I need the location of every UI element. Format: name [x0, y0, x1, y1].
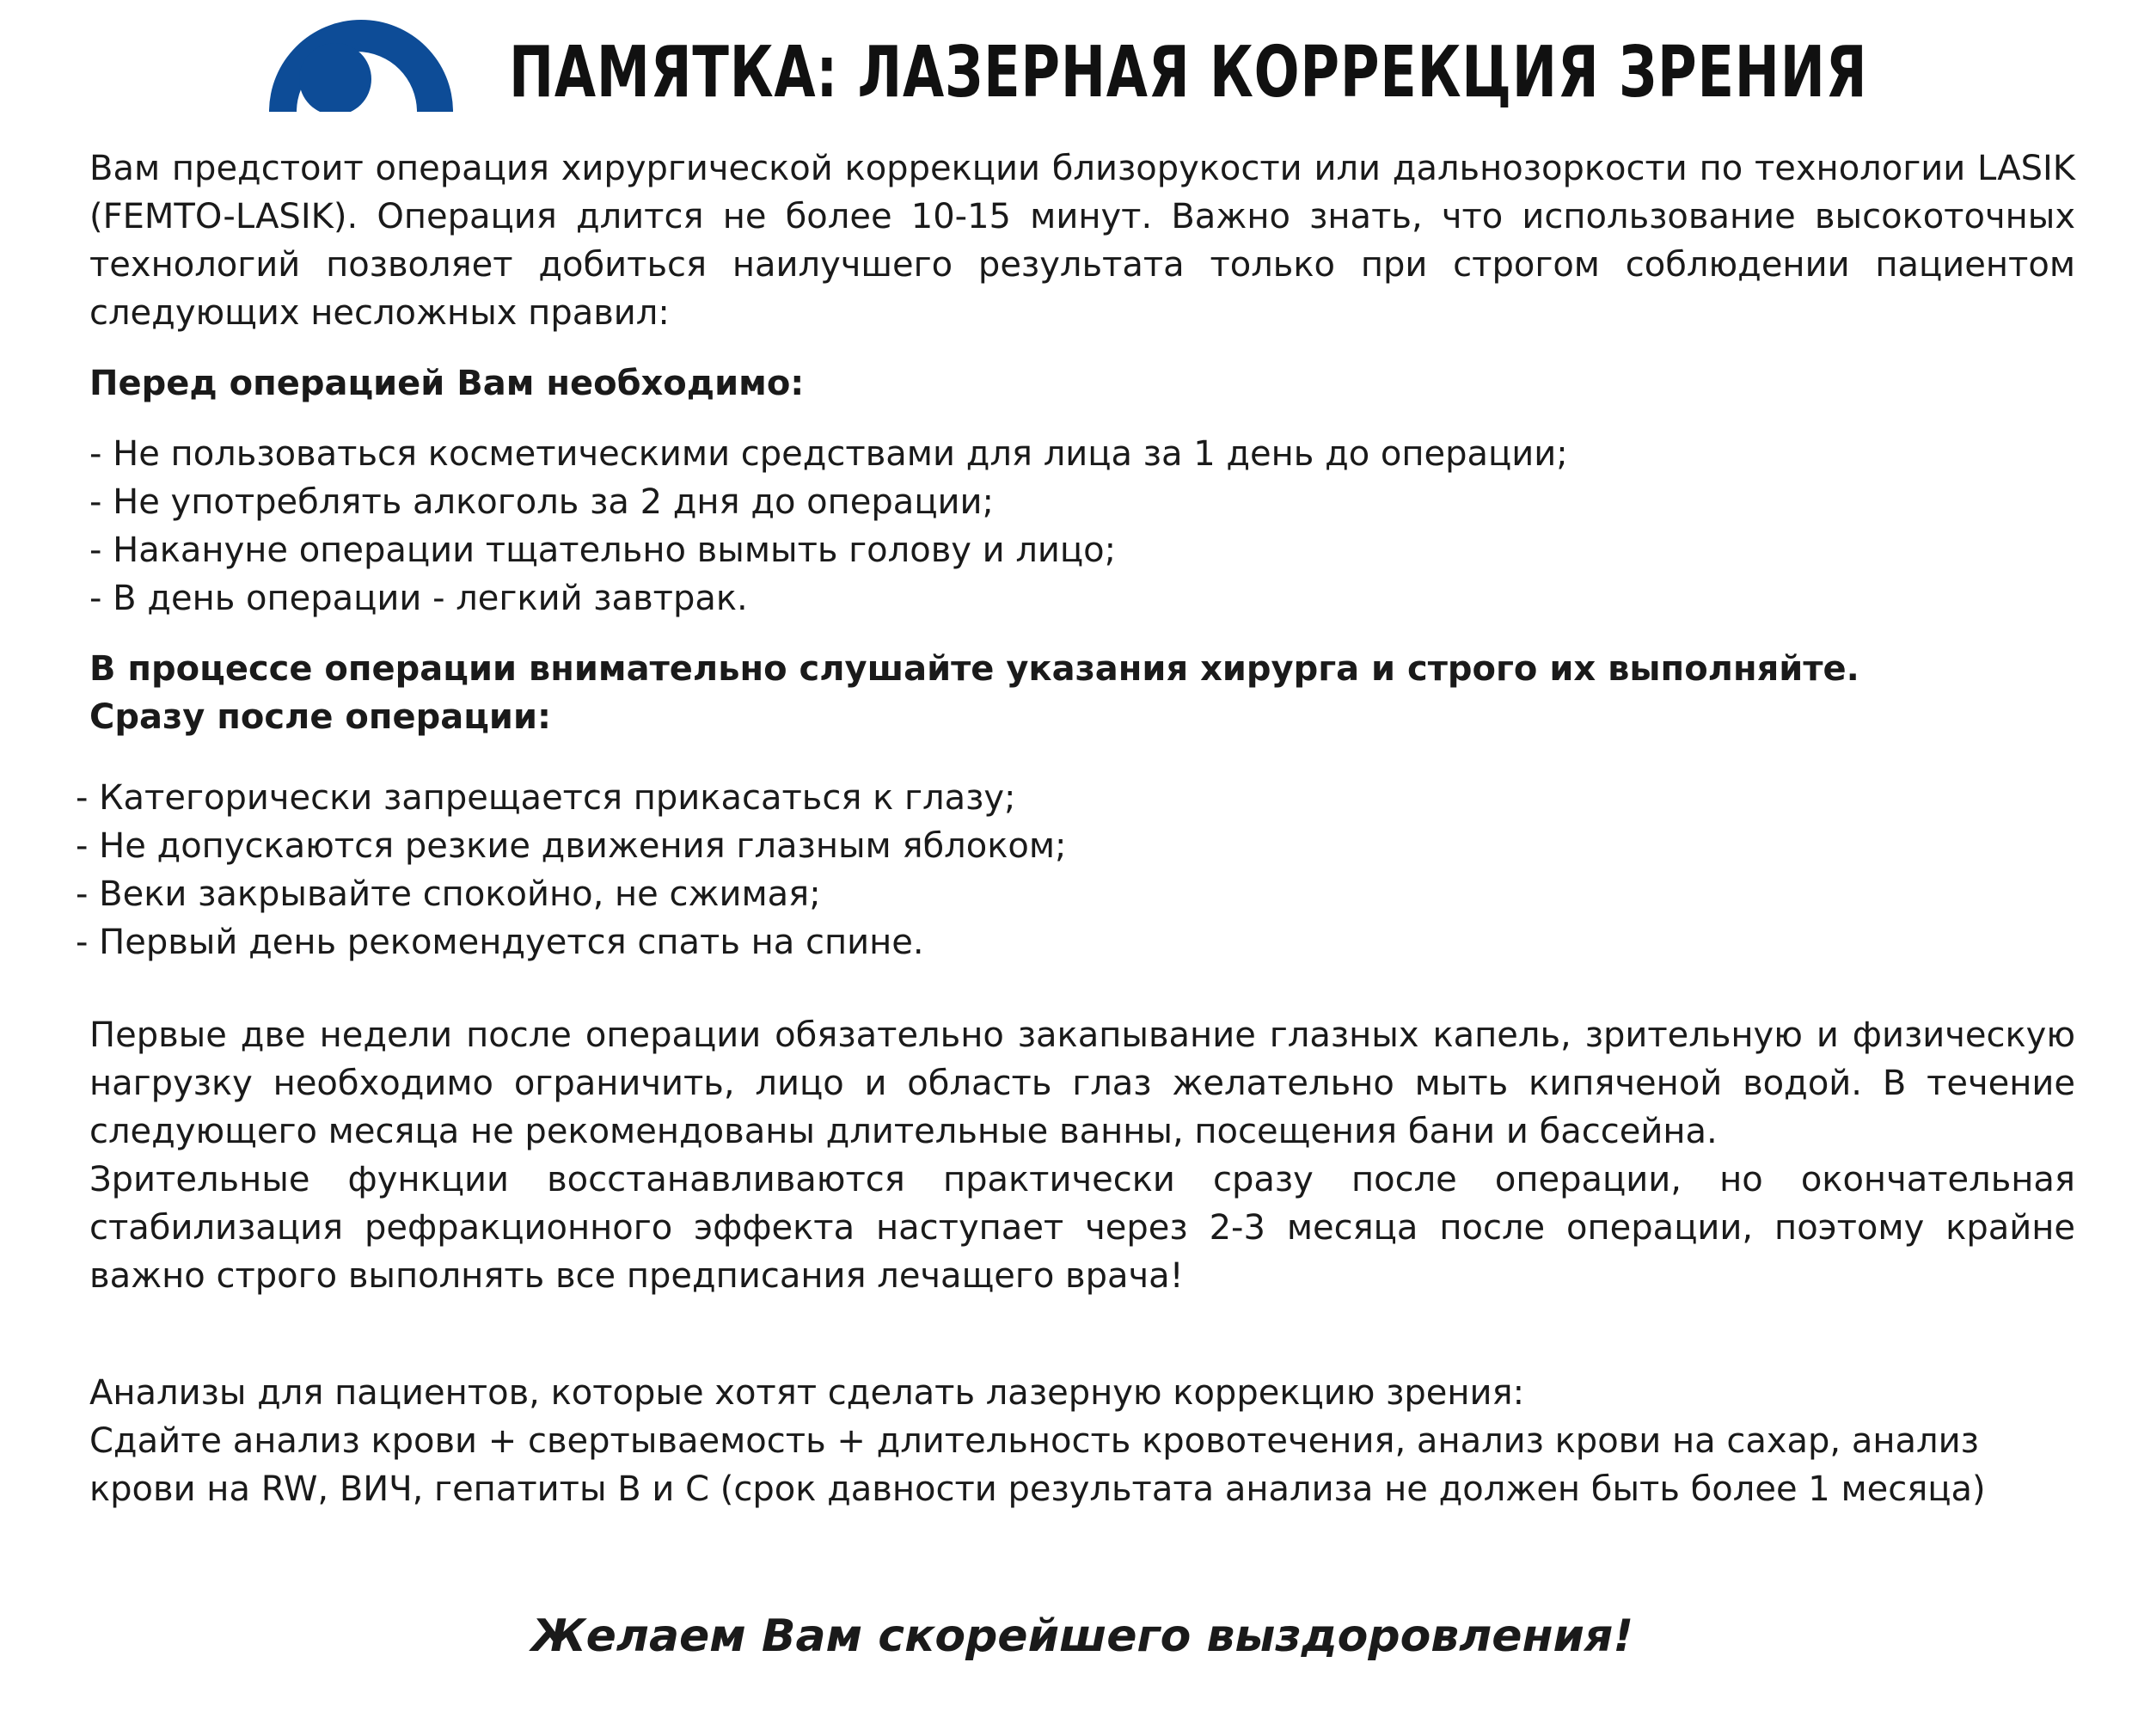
during-notice: В процессе операции внимательно слушайте указания хирурга и строго их выполняйте.	[89, 649, 1859, 689]
after-list	[76, 774, 2075, 966]
list-item: - Первый день рекомендуется спать на спине.	[76, 923, 924, 962]
tests-text: Сдайте анализ крови + свертываемость + длительность кровотечения, анализ крови на сахар, анализ крови на RW, ВИЧ, гепатиты В и С (срок давности результата анализа не должен быть более 1 месяца)	[89, 1421, 1986, 1509]
list-item: - Накануне операции тщательно вымыть голову и лицо;	[89, 531, 1117, 570]
list-item: - Не допускаются резкие движения глазным яблоком;	[76, 826, 1067, 866]
list-item: - В день операции - легкий завтрак.	[89, 579, 748, 618]
closing-wish: Желаем Вам скорейшего выздоровления!	[530, 1610, 1634, 1662]
list-item: - Веки закрывайте спокойно, не сжимая;	[76, 874, 821, 914]
recovery-paragraph-2: Зрительные функции восстанавливаются практически сразу после операции, но окончательная стабилизация рефракционного эффекта наступает через 2-3 месяца после операции, поэтому крайне важно строго выполнять все предписания лечащего врача!	[89, 1160, 2075, 1296]
eye-arc-logo-icon	[262, 9, 460, 112]
before-list	[89, 430, 2075, 623]
recovery-paragraph-1: Первые две недели после операции обязательно закапывание глазных капель, зрительную и физическую нагрузку необходимо ограничить, лицо и область глаз желательно мыть кипяченой водой. В течение следующего месяца не рекомендованы длительные ванны, посещения бани и бассейна.	[89, 1015, 2075, 1151]
list-item: - Категорически запрещается прикасаться к глазу;	[76, 778, 1016, 818]
page-title: ПАМЯТКА: ЛАЗЕРНАЯ КОРРЕКЦИЯ ЗРЕНИЯ	[509, 32, 1868, 113]
document-body	[76, 144, 2075, 1666]
intro-paragraph: Вам предстоит операция хирургической коррекции близорукости или дальнозоркости по технологии LASIK (FEMTO-LASIK). Операция длится не более 10-15 минут. Важно знать, что использование высокоточных технологий позволяет добиться наилучшего результата только при строгом соблюдении пациентом следующих несложных правил:	[89, 149, 2075, 333]
before-heading: Перед операцией Вам необходимо:	[89, 364, 805, 403]
list-item: - Не употреблять алкоголь за 2 дня до операции;	[89, 482, 995, 522]
header	[0, 0, 2132, 129]
tests-heading: Анализы для пациентов, которые хотят сделать лазерную коррекцию зрения:	[89, 1373, 1525, 1413]
list-item: - Не пользоваться косметическими средствами для лица за 1 день до операции;	[89, 434, 1568, 474]
after-heading: Сразу после операции:	[89, 697, 551, 737]
